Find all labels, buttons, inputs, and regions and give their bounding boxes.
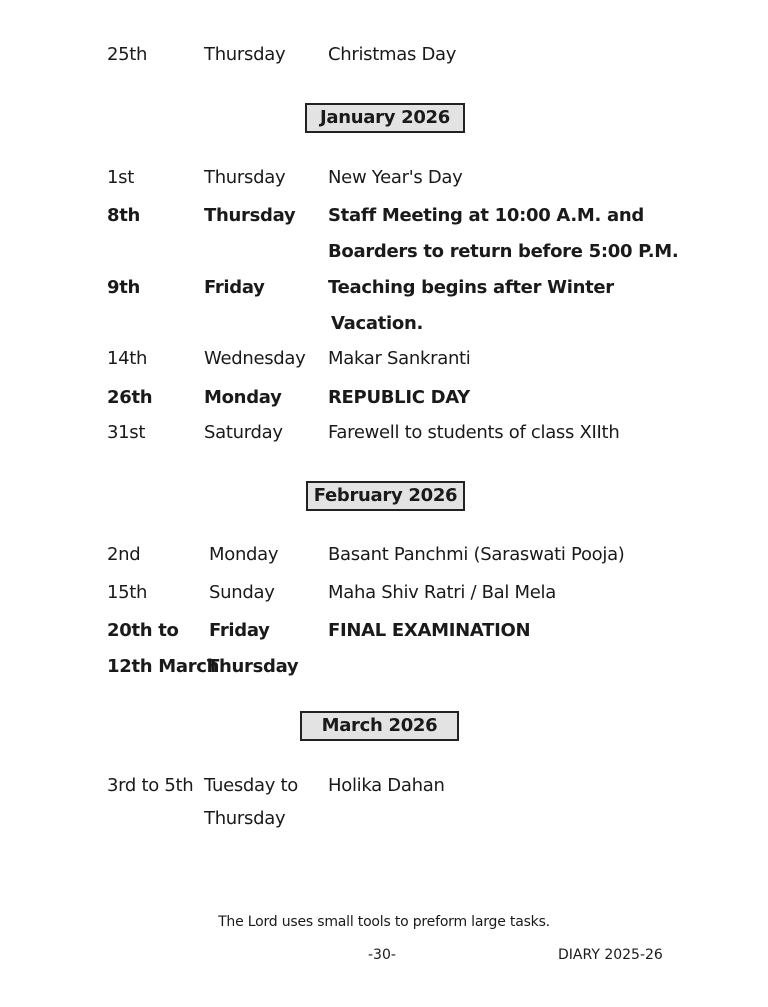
diary-label: DIARY 2025-26 [558,947,663,963]
entry-date: 20th to [107,620,179,641]
entry-date: 12th March [107,656,220,677]
entry-day: Friday [209,620,270,641]
entry-date: 15th [107,582,148,603]
entry-day: Saturday [204,422,283,443]
entry-row-continuation [0,237,768,267]
entry-row [0,578,768,608]
entry-event: Farewell to students of class XIIth [328,422,620,443]
entry-row-continuation [0,309,768,339]
entry-day: Sunday [209,582,275,603]
entry-date: 2nd [107,544,141,565]
entry-date: 9th [107,277,141,298]
entry-row [0,40,768,70]
entry-row-continuation [0,804,768,834]
entry-row [0,273,768,303]
entry-event: Boarders to return before 5:00 P.M. [328,241,679,262]
entry-row [0,652,768,682]
entry-day: Thursday [204,808,286,829]
entry-day: Thursday [204,44,286,65]
month-heading-march: March 2026 [300,711,459,741]
month-heading-february: February 2026 [306,481,465,511]
entry-day: Thursday [204,167,286,188]
entry-event: Makar Sankranti [328,348,471,369]
entry-date: 8th [107,205,141,226]
entry-event: Teaching begins after Winter [328,277,614,298]
entry-event: Maha Shiv Ratri / Bal Mela [328,582,556,603]
entry-row [0,201,768,231]
entry-date: 25th [107,44,148,65]
entry-event: REPUBLIC DAY [328,387,470,408]
entry-day: Tuesday to [204,775,299,796]
entry-day: Monday [209,544,279,565]
entry-date: 1st [107,167,134,188]
entry-day: Monday [204,387,282,408]
entry-date: 3rd to 5th [107,775,194,796]
entry-date: 31st [107,422,146,443]
entry-row [0,771,768,801]
entry-day: Thursday [204,205,296,226]
page-number: -30- [368,947,396,963]
entry-row [0,383,768,413]
entry-event: New Year's Day [328,167,463,188]
entry-row [0,163,768,193]
entry-event: FINAL EXAMINATION [328,620,531,641]
entry-day: Friday [204,277,265,298]
entry-row [0,418,768,448]
entry-day: Wednesday [204,348,306,369]
entry-event: Vacation. [331,313,424,334]
month-heading-january: January 2026 [305,103,465,133]
footer-quote: The Lord uses small tools to preform large tasks. [218,914,550,930]
entry-event: Staff Meeting at 10:00 A.M. and [328,205,644,226]
entry-row [0,540,768,570]
entry-day: Thursday [207,656,299,677]
entry-date: 26th [107,387,153,408]
entry-date: 14th [107,348,148,369]
entry-row [0,616,768,646]
entry-event: Christmas Day [328,44,457,65]
entry-row [0,344,768,374]
entry-event: Holika Dahan [328,775,445,796]
entry-event: Basant Panchmi (Saraswati Pooja) [328,544,625,565]
